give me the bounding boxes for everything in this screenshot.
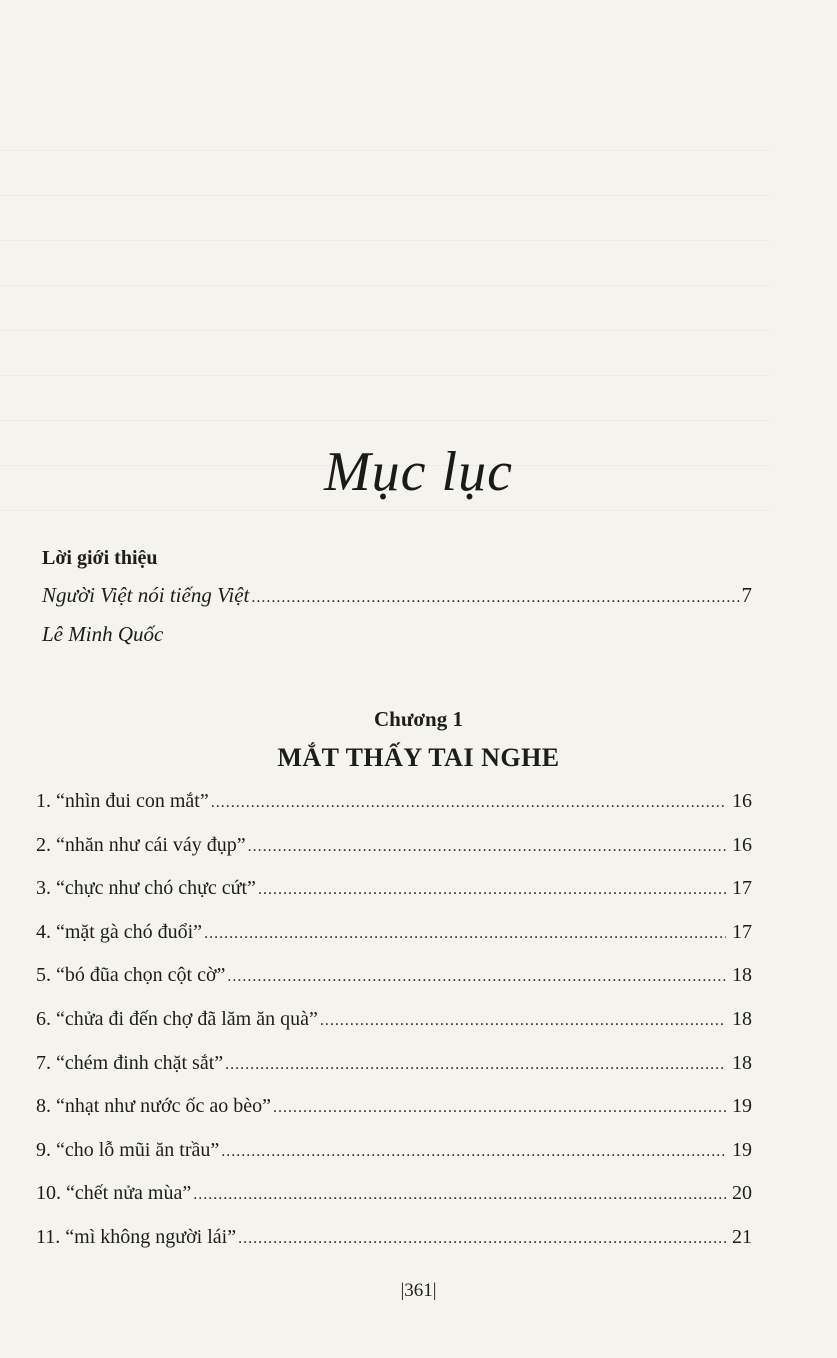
toc-entry[interactable]: [36, 1182, 752, 1226]
toc-entry[interactable]: [36, 790, 752, 834]
toc-entry[interactable]: [36, 1226, 752, 1270]
toc-entry-page: 18: [732, 1051, 752, 1074]
toc-entry[interactable]: [36, 1052, 752, 1096]
toc-entry-page: 17: [732, 877, 752, 900]
toc-entry-title: 4. “mặt gà chó đuổi”: [36, 920, 203, 943]
page-title: Mục lục: [324, 441, 513, 503]
leader-dots: [193, 1186, 726, 1204]
leader-dots: [258, 881, 726, 899]
leader-dots: [211, 794, 726, 812]
toc-entry-title: 9. “cho lỗ mũi ăn trầu”: [36, 1138, 220, 1161]
toc-entry-title: 7. “chém đinh chặt sắt”: [36, 1051, 224, 1074]
page-number: |361|: [400, 1280, 437, 1301]
toc-entry-page: 19: [732, 1095, 752, 1118]
leader-dots: [221, 1143, 726, 1161]
toc-list: [36, 790, 752, 1270]
toc-entry-page: 16: [732, 790, 752, 812]
toc-entry[interactable]: [36, 1008, 752, 1052]
toc-entry[interactable]: [36, 964, 752, 1008]
toc-entry-page: 19: [732, 1138, 752, 1161]
chapter-label: Chương 1: [373, 707, 463, 731]
intro-author: Lê Minh Quốc: [42, 622, 164, 646]
leader-dots: [248, 838, 726, 856]
toc-entry-title: 1. “nhìn đui con mắt”: [36, 790, 209, 812]
leader-dots: [251, 589, 739, 607]
leader-dots: [238, 1230, 726, 1248]
toc-entry-title: 6. “chửa đi đến chợ đã lăm ăn quà”: [36, 1007, 318, 1030]
toc-entry-page: 18: [732, 1007, 752, 1030]
leader-dots: [204, 925, 726, 943]
toc-entry[interactable]: [36, 1139, 752, 1183]
intro-entry-title: Người Việt nói tiếng Việt: [42, 583, 250, 607]
chapter-title: MẮT THẤY TAI NGHE: [277, 743, 560, 772]
toc-entry-page: 18: [732, 964, 752, 987]
intro-heading: Lời giới thiệu: [42, 547, 158, 569]
toc-entry-page: 21: [732, 1225, 752, 1248]
toc-entry-title: 11. “mì không người lái”: [36, 1225, 237, 1248]
leader-dots: [227, 968, 726, 986]
leader-dots: [225, 1056, 726, 1074]
toc-entry-title: 3. “chực như chó chực cứt”: [36, 877, 256, 900]
intro-entry[interactable]: [42, 583, 752, 608]
toc-entry-title: 10. “chết nửa mùa”: [36, 1182, 192, 1205]
leader-dots: [273, 1099, 726, 1117]
toc-entry-title: 8. “nhạt như nước ốc ao bèo”: [36, 1095, 271, 1118]
toc-entry-page: 20: [732, 1182, 752, 1205]
toc-entry-title: 5. “bó đũa chọn cột cờ”: [36, 964, 226, 987]
toc-entry[interactable]: [36, 834, 752, 878]
toc-entry[interactable]: [36, 1095, 752, 1139]
toc-entry-title: 2. “nhăn như cái váy đụp”: [36, 833, 246, 856]
toc-entry-page: 17: [732, 920, 752, 943]
toc-entry[interactable]: [36, 921, 752, 965]
toc-entry-page: 16: [732, 833, 752, 856]
leader-dots: [320, 1012, 726, 1030]
intro-entry-page: 7: [741, 583, 752, 607]
toc-entry[interactable]: [36, 877, 752, 921]
